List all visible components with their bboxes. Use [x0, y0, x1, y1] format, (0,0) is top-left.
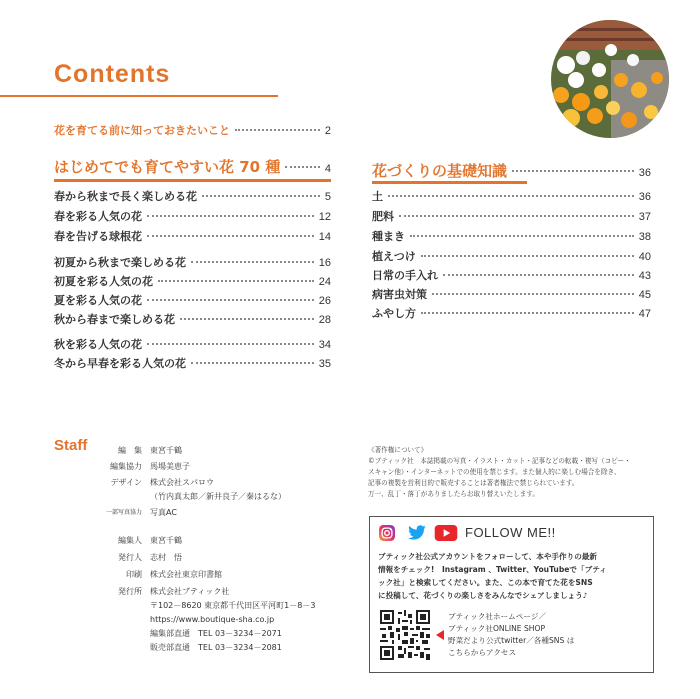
- toc-item-label: 土: [372, 190, 383, 203]
- toc-item-page: 43: [638, 270, 651, 282]
- toc-item-page: 14: [318, 231, 331, 243]
- staff-tel-editorial: 編集部直通 TEL 03－3234－2071: [150, 629, 282, 638]
- follow-desc-line: 情報をチェック! Instagram 、Twitter、YouTubeで「ブティ: [378, 565, 607, 574]
- staff-name: 写真AC: [150, 508, 177, 517]
- instagram-icon[interactable]: [378, 525, 396, 541]
- toc-item-label: 日常の手入れ: [372, 269, 438, 282]
- toc-item: [54, 228, 331, 244]
- follow-link-line: こちらからアクセス: [448, 648, 517, 657]
- twitter-icon[interactable]: [406, 525, 428, 541]
- toc-item-label: 春から秋まで長く楽しめる花: [54, 190, 197, 203]
- staff-role: 発行所: [118, 587, 142, 596]
- follow-link-line[interactable]: ブティック社ホームページ／: [448, 612, 546, 621]
- staff-role: 印刷: [126, 570, 142, 579]
- leader-dots: [180, 318, 314, 320]
- toc-item-page: 40: [638, 251, 651, 263]
- toc-chapter-1-label: はじめてでも育てやすい花 70 種: [54, 158, 281, 176]
- page-title: Contents: [54, 60, 171, 88]
- toc-intro-page: 2: [324, 125, 331, 137]
- toc-item-page: 45: [638, 289, 651, 301]
- toc-item-label: 種まき: [372, 230, 405, 243]
- follow-desc-line: ック社」と検索してください。また、この本で育てた花をSNS: [378, 578, 593, 587]
- toc-chapter-2-label: 花づくりの基礎知識: [372, 162, 508, 180]
- copyright-line: 万一、乱丁・落丁がありましたらお取り替えいたします。: [368, 490, 539, 498]
- toc-item-label: 冬から早春を彩る人気の花: [54, 357, 186, 370]
- toc-item: [54, 273, 331, 289]
- toc-item-label: 秋から春まで楽しめる花: [54, 313, 175, 326]
- toc-item-label: ふやし方: [372, 307, 416, 320]
- copyright-line: スキャン他）・インターネットでの使用を禁じます。また個人的に楽しむ場合を除き、: [368, 468, 621, 476]
- follow-box: [369, 516, 654, 673]
- follow-link-line[interactable]: ブティック社ONLINE SHOP: [448, 624, 546, 633]
- staff-name: 志村 悟: [150, 553, 182, 562]
- toc-item-page: 26: [318, 295, 331, 307]
- toc-item-label: 肥料: [372, 210, 394, 223]
- toc-item-page: 5: [324, 191, 331, 203]
- leader-dots: [285, 166, 320, 168]
- staff-tel-sales: 販売部直通 TEL 03－3234－2081: [150, 643, 282, 652]
- staff-name: 東宮千鶴: [150, 446, 182, 455]
- follow-links: [448, 611, 574, 659]
- toc-chapter-1: [54, 156, 331, 177]
- toc-item: [372, 248, 651, 264]
- toc-item-label: 病害虫対策: [372, 288, 427, 301]
- copyright-line: 《著作権について》: [368, 446, 428, 454]
- copyright-notice: [368, 445, 668, 500]
- leader-dots: [202, 195, 320, 197]
- toc-item: [372, 188, 651, 204]
- toc-item-label: 夏を彩る人気の花: [54, 294, 142, 307]
- leader-dots: [158, 280, 314, 282]
- toc-item-page: 35: [318, 358, 331, 370]
- toc-item: [54, 208, 331, 224]
- toc-item-page: 37: [638, 211, 651, 223]
- staff-name: 東宮千鶴: [150, 536, 182, 545]
- flower-photo: [551, 20, 669, 138]
- chapter-2-underline: [372, 181, 527, 184]
- toc-item: [54, 355, 331, 371]
- toc-item: [372, 305, 651, 321]
- toc-chapter-1-page: 4: [324, 163, 331, 175]
- toc-item: [372, 208, 651, 224]
- follow-desc-line: に投稿して、花づくりの楽しさをみんなでシェアしましょう♪: [378, 591, 588, 600]
- toc-item-label: 初夏から秋まで楽しめる花: [54, 256, 186, 269]
- toc-item-page: 24: [318, 276, 331, 288]
- staff-role: デザイン: [110, 478, 142, 487]
- toc-item: [372, 228, 651, 244]
- staff-name: 株式会社ブティック社: [150, 587, 230, 596]
- toc-item-label: 秋を彩る人気の花: [54, 338, 142, 351]
- staff-role: 一部写真協力: [105, 509, 142, 516]
- toc-item-label: 初夏を彩る人気の花: [54, 275, 153, 288]
- leader-dots: [443, 274, 634, 276]
- staff-title: Staff: [54, 437, 88, 454]
- qr-code-icon[interactable]: [380, 610, 430, 660]
- leader-dots: [410, 235, 634, 237]
- toc-item-label: 春を彩る人気の花: [54, 210, 142, 223]
- leader-dots: [421, 255, 634, 257]
- leader-dots: [147, 235, 314, 237]
- toc-item-page: 28: [318, 314, 331, 326]
- staff-role: 編集人: [118, 536, 142, 545]
- staff-role: 発行人: [118, 553, 142, 562]
- leader-dots: [147, 215, 314, 217]
- toc-item: [372, 286, 651, 302]
- follow-header: [370, 517, 653, 547]
- leader-dots: [421, 312, 634, 314]
- leader-dots: [191, 261, 314, 263]
- leader-dots: [512, 170, 634, 172]
- toc-item-page: 34: [318, 339, 331, 351]
- staff-name: （竹内真太郎／新井良子／秦はるな）: [150, 492, 286, 501]
- toc-item-page: 38: [638, 231, 651, 243]
- arrow-left-icon: [436, 630, 444, 640]
- toc-chapter-2: [372, 160, 651, 181]
- toc-intro: [54, 122, 331, 138]
- toc-chapter-2-page: 36: [638, 167, 651, 179]
- leader-dots: [191, 362, 314, 364]
- leader-dots: [235, 129, 320, 131]
- toc-item: [54, 311, 331, 327]
- toc-item-label: 春を告げる球根花: [54, 230, 142, 243]
- chapter-1-underline: [54, 179, 331, 182]
- toc-item: [372, 267, 651, 283]
- toc-item: [54, 336, 331, 352]
- staff-url[interactable]: https://www.boutique-sha.co.jp: [150, 615, 275, 624]
- staff-role: 編集協力: [110, 462, 142, 471]
- toc-intro-label: 花を育てる前に知っておきたいこと: [54, 124, 230, 137]
- staff-address: 〒102－8620 東京都千代田区平河町1－8－3: [150, 601, 316, 610]
- copyright-line: 記事の複製を営利目的で販売することは著者権法で禁じられています。: [368, 479, 579, 487]
- toc-item-page: 47: [638, 308, 651, 320]
- follow-title: FOLLOW ME!!: [465, 525, 556, 540]
- leader-dots: [147, 299, 314, 301]
- toc-item-page: 36: [638, 191, 651, 203]
- leader-dots: [399, 215, 634, 217]
- follow-description: [378, 550, 648, 602]
- toc-item-label: 植えつけ: [372, 250, 416, 263]
- leader-dots: [432, 293, 634, 295]
- staff-name: 馬場美恵子: [150, 462, 190, 471]
- staff-name: 株式会社東京印書館: [150, 570, 222, 579]
- follow-desc-line: ブティック社公式アカウントをフォローして、本や手作りの最新: [378, 552, 597, 561]
- toc-item-page: 12: [318, 211, 331, 223]
- staff-name: 株式会社スパロウ: [150, 478, 214, 487]
- toc-item-page: 16: [318, 257, 331, 269]
- toc-item: [54, 188, 331, 204]
- title-rule: [0, 95, 278, 97]
- toc-item: [54, 292, 331, 308]
- follow-link-line[interactable]: 野菜だより公式twitter／各種SNS は: [448, 636, 575, 645]
- leader-dots: [388, 195, 634, 197]
- copyright-line: ©ブティック社 本誌掲載の写真・イラスト・カット・記事などの転載・複写（コピー・: [368, 457, 631, 465]
- youtube-icon[interactable]: [434, 525, 458, 541]
- staff-role: 編 集: [118, 446, 142, 455]
- leader-dots: [147, 343, 314, 345]
- toc-item: [54, 254, 331, 270]
